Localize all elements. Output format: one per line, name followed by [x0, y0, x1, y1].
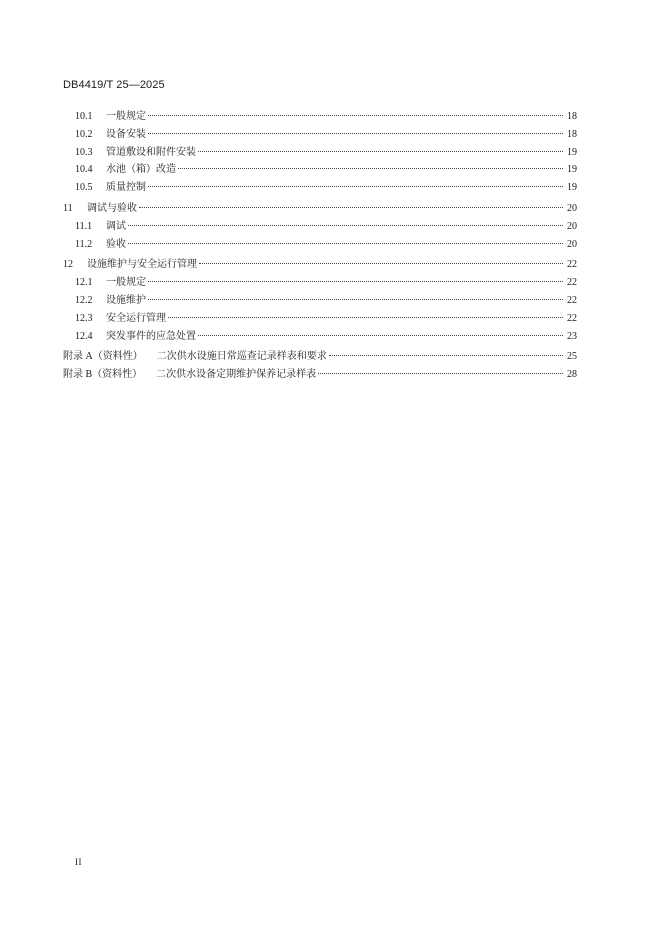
toc-leader-dots [148, 299, 563, 300]
toc-entry-10-5[interactable] [63, 179, 577, 197]
toc-entry-page: 28 [567, 369, 577, 381]
toc-leader-dots [198, 151, 563, 152]
toc-entry-title: 调试与验收 [87, 202, 137, 214]
toc-leader-dots [139, 207, 563, 208]
toc-entry-page: 23 [567, 330, 577, 342]
toc-leader-dots [318, 373, 563, 374]
toc-leader-dots [329, 355, 563, 356]
toc-entry-number: 12.3 [75, 312, 93, 324]
toc-leader-dots [148, 115, 563, 116]
toc-entry-11-2[interactable] [63, 236, 577, 254]
toc-entry-10-3[interactable] [63, 144, 577, 162]
toc-entry-page: 19 [567, 146, 577, 158]
page-number: II [75, 857, 82, 867]
toc-entry-number: 附录 A（资料性） [63, 351, 143, 363]
toc-entry-number: 12.4 [75, 330, 93, 342]
toc-entry-title: 二次供水设备定期维护保养记录样表 [156, 369, 317, 381]
toc-entry-page: 20 [567, 202, 577, 214]
toc-leader-dots [148, 281, 563, 282]
toc-entry-number: 12.2 [75, 294, 93, 306]
toc-entry-12-3[interactable] [63, 310, 577, 328]
toc-entry-number: 10.5 [75, 182, 93, 194]
table-of-contents [63, 108, 577, 384]
toc-entry-11[interactable] [63, 200, 577, 218]
toc-entry-number: 10.4 [75, 164, 93, 176]
toc-entry-page: 25 [567, 351, 577, 363]
toc-entry-page: 18 [567, 111, 577, 122]
toc-entry-page: 22 [567, 294, 577, 306]
toc-entry-title: 水池（箱）改造 [106, 164, 176, 176]
toc-entry-number: 12.1 [75, 277, 93, 289]
toc-leader-dots [168, 317, 563, 318]
toc-entry-title: 设备安装 [106, 128, 146, 140]
toc-entry-number: 11.2 [75, 238, 93, 250]
toc-entry-10-2[interactable] [63, 126, 577, 144]
toc-entry-title: 设施维护与安全运行管理 [87, 259, 197, 271]
toc-entry-number: 10.2 [75, 128, 93, 140]
toc-leader-dots [148, 186, 563, 187]
toc-entry-10-4[interactable] [63, 161, 577, 179]
toc-entry-title: 一般规定 [106, 277, 146, 289]
toc-entry-title: 管道敷设和附件安装 [106, 146, 196, 158]
toc-entry-12-4[interactable] [63, 328, 577, 346]
toc-entry-page: 22 [567, 277, 577, 289]
toc-leader-dots [198, 335, 563, 336]
toc-leader-dots [128, 225, 563, 226]
toc-entry-12[interactable] [63, 256, 577, 274]
toc-entry-page: 19 [567, 164, 577, 176]
toc-entry-page: 20 [567, 238, 577, 250]
toc-leader-dots [148, 133, 563, 134]
toc-entry-page: 22 [567, 312, 577, 324]
toc-entry-title: 突发事件的应急处置 [106, 330, 196, 342]
toc-leader-dots [199, 263, 563, 264]
toc-entry-appendix-a[interactable] [63, 348, 577, 366]
toc-entry-title: 质量控制 [106, 182, 146, 194]
toc-entry-12-2[interactable] [63, 292, 577, 310]
toc-entry-number: 12 [63, 259, 73, 271]
toc-entry-title: 二次供水设施日常巡查记录样表和要求 [156, 351, 327, 363]
toc-entry-number: 附录 B（资料性） [63, 369, 143, 381]
toc-entry-number: 10.1 [75, 111, 93, 122]
toc-leader-dots [128, 243, 563, 244]
toc-leader-dots [178, 168, 563, 169]
toc-entry-11-1[interactable] [63, 218, 577, 236]
toc-entry-title: 一般规定 [106, 111, 146, 122]
document-code: DB4419/T 25—2025 [63, 79, 165, 91]
toc-entry-title: 调试 [106, 220, 126, 232]
toc-entry-title: 安全运行管理 [106, 312, 166, 324]
toc-entry-12-1[interactable] [63, 274, 577, 292]
toc-entry-number: 11 [63, 202, 73, 214]
toc-entry-page: 19 [567, 182, 577, 194]
toc-entry-page: 22 [567, 259, 577, 271]
toc-entry-title: 设施维护 [106, 294, 146, 306]
toc-entry-10-1[interactable] [63, 108, 577, 126]
toc-entry-appendix-b[interactable] [63, 366, 577, 384]
toc-entry-page: 20 [567, 220, 577, 232]
toc-entry-title: 验收 [106, 238, 126, 250]
toc-entry-number: 10.3 [75, 146, 93, 158]
toc-entry-number: 11.1 [75, 220, 93, 232]
toc-entry-page: 18 [567, 128, 577, 140]
